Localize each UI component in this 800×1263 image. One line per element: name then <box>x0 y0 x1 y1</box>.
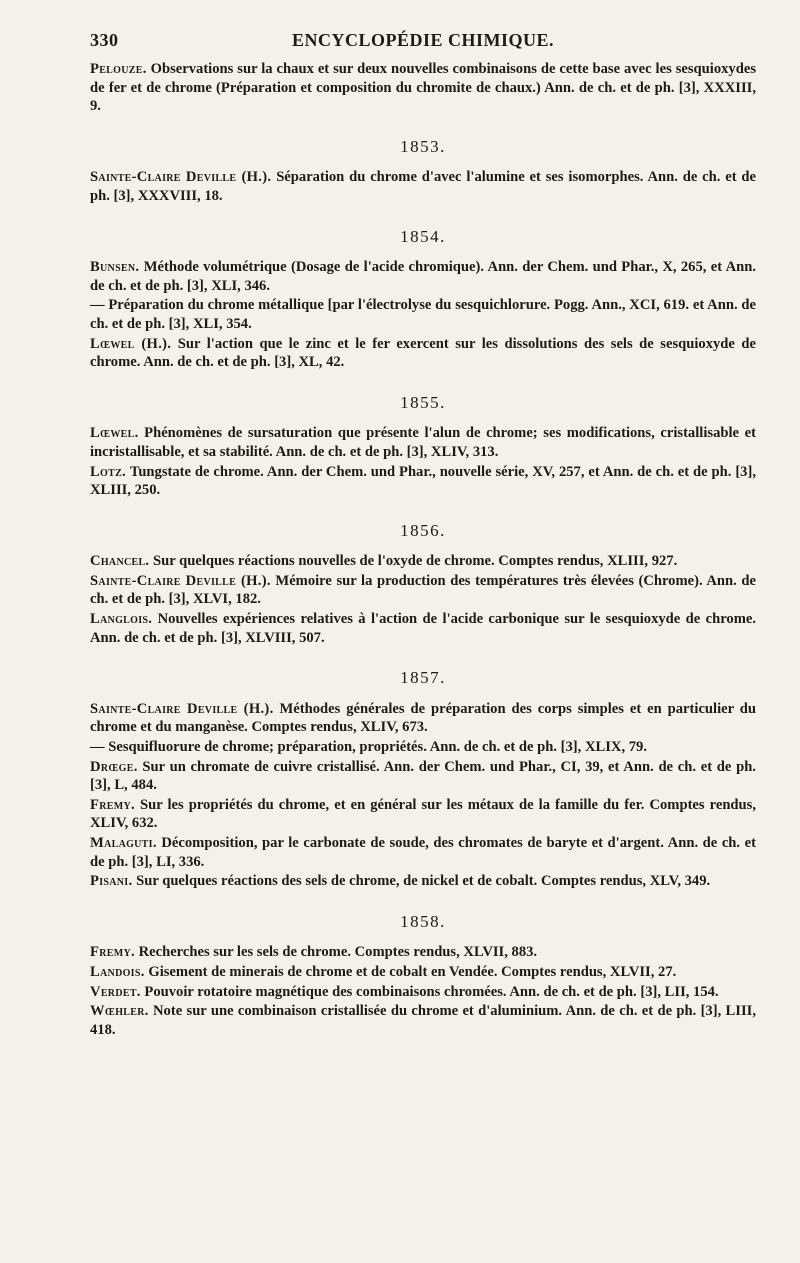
bibliography-entry <box>90 943 756 962</box>
entry-text: Sur quelques réactions des sels de chrome, de nickel et de cobalt. Comptes rendus, XLV, 349. <box>136 873 711 890</box>
entry-author: Sainte-Claire Deville (H.). <box>90 700 274 717</box>
entry-text: Sur l'action que le zinc et le fer exercent sur les dissolutions des sels de sesquioxyde de chrome. Ann. de ch. et de ph. [3], XL, 42. <box>90 335 757 371</box>
entry-author: Pisani. <box>90 873 133 890</box>
year-heading: 1853. <box>400 136 446 156</box>
entry-text: Tungstate de chrome. Ann. der Chem. und Phar., nouvelle série, XV, 257, et Ann. de ch. et de ph. [3], XLIII, 250. <box>90 463 756 499</box>
entry-author: Lœwel. <box>90 425 139 442</box>
page-header <box>90 30 756 51</box>
entry-text: Méthodes générales de préparation des corps simples et en particulier du chrome et du manganèse. Comptes rendus, XLIV, 673. <box>90 700 756 736</box>
bibliography-entry <box>90 463 756 500</box>
entry-text: Méthode volumétrique (Dosage de l'acide chromique). Ann. der Chem. und Phar., X, 265, et Ann. de ch. et de ph. [3], XLI, 346. <box>90 259 757 294</box>
bibliography-entry <box>90 796 756 833</box>
bibliography-entry <box>90 572 756 609</box>
entry-author: Fremy. <box>90 796 135 813</box>
entry-author: Malaguti. <box>90 835 157 851</box>
entry-text: Décomposition, par le carbonate de soude, des chromates de baryte et d'argent. Ann. de ch. et de ph. [3], LI, 336. <box>90 835 756 870</box>
entry-text: Séparation du chrome d'avec l'alumine et ses isomorphes. Ann. de ch. et de ph. [3], XXXVIII, 18. <box>90 169 756 204</box>
entry-text: Recherches sur les sels de chrome. Comptes rendus, XLVII, 883. <box>138 944 538 961</box>
bibliography-entry <box>90 983 756 1002</box>
entry-text: Note sur une combinaison cristallisée du chrome et d'aluminium. Ann. de ch. et de ph. [3], LIII, 418. <box>90 1003 756 1038</box>
year-heading: 1858. <box>400 911 446 931</box>
entry-author: Pelouze. <box>90 61 147 77</box>
entry-author: Sainte-Claire Deville (H.). <box>90 572 271 589</box>
entry-author: Wœhler. <box>90 1003 149 1020</box>
bibliography-entry <box>90 1002 756 1039</box>
year-heading: 1856. <box>400 520 446 540</box>
bibliography-entry <box>90 296 756 333</box>
bibliography-entry <box>90 335 756 372</box>
entry-author: Lotz. <box>90 463 127 480</box>
entry-author: Drœge. <box>90 758 138 775</box>
bibliography-entry <box>90 738 756 757</box>
entry-text: Sur un chromate de cuivre cristallisé. Ann. der Chem. und Phar., CI, 39, et Ann. de ch. et de ph. [3], L, 484. <box>90 758 756 794</box>
page-number: 330 <box>90 30 119 50</box>
bibliography-entry <box>90 258 756 295</box>
entry-text: Gisement de minerais de chrome et de cobalt en Vendée. Comptes rendus, XLVII, 27. <box>148 963 677 980</box>
entry-text: Mémoire sur la production des températures très élevées (Chrome). Ann. de ch. et de ph. [3], XLVI, 182. <box>90 572 756 608</box>
bibliography-entry <box>90 552 756 571</box>
entry-author: Langlois. <box>90 611 153 628</box>
bibliography <box>90 60 756 1040</box>
entry-author: Chancel. <box>90 553 150 570</box>
entry-author: Landois. <box>90 963 145 980</box>
bibliography-entry <box>90 872 756 891</box>
entry-text: — Sesquifluorure de chrome; préparation, propriétés. Ann. de ch. et de ph. [3], XLIX, 79. <box>90 739 647 756</box>
entry-author: Lœwel (H.). <box>90 335 172 352</box>
entry-text: Observations sur la chaux et sur deux nouvelles combinaisons de cette base avec les sesquioxydes de fer et de chrome (Préparation et composition du chromite de chaux.) Ann. de ch. et de ph. [3], XXXIII, 9. <box>90 61 756 115</box>
bibliography-entry <box>90 610 756 647</box>
entry-text: Sur quelques réactions nouvelles de l'oxyde de chrome. Comptes rendus, XLIII, 927. <box>153 553 678 570</box>
entry-text: — Préparation du chrome métallique [par l'électrolyse du sesquichlorure. Pogg. Ann., XCI, 619. et Ann. de ch. et de ph. [3], XLI, 354. <box>90 297 756 332</box>
year-heading: 1854. <box>400 226 446 246</box>
entry-author: Sainte-Claire Deville (H.). <box>90 169 272 186</box>
entry-text: Pouvoir rotatoire magnétique des combinaisons chromées. Ann. de ch. et de ph. [3], LII, 154. <box>144 983 719 1000</box>
bibliography-entry <box>90 963 756 982</box>
entry-author: Fremy. <box>90 944 135 961</box>
bibliography-entry <box>90 758 756 795</box>
year-heading: 1857. <box>400 668 446 688</box>
entry-text: Phénomènes de sursaturation que présente l'alun de chrome; ses modifications, cristallisable et incristallisable, et sa stabilité. Ann. de ch. et de ph. [3], XLIV, 313. <box>90 425 756 460</box>
bibliography-entry <box>90 424 756 461</box>
page-title: ENCYCLOPÉDIE CHIMIQUE. <box>291 30 555 50</box>
entry-author: Bunsen. <box>90 259 140 276</box>
bibliography-entry <box>90 700 756 737</box>
entry-text: Sur les propriétés du chrome, et en général sur les métaux de la famille du fer. Comptes rendus, XLIV, 632. <box>90 796 756 832</box>
bibliography-entry <box>90 834 756 871</box>
entry-text: Nouvelles expériences relatives à l'action de l'acide carbonique sur le sesquioxyde de chrome. Ann. de ch. et de ph. [3], XLVIII, 507. <box>90 611 757 646</box>
year-heading: 1855. <box>400 392 446 412</box>
entry-author: Verdet. <box>90 983 141 1000</box>
bibliography-entry <box>90 60 756 116</box>
bibliography-entry <box>90 168 756 205</box>
